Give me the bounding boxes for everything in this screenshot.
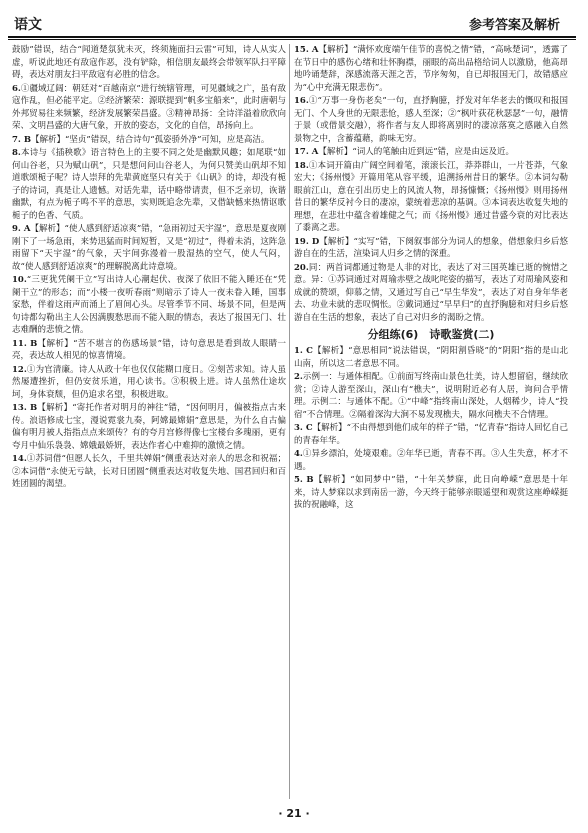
answer-number: 19. D — [294, 236, 320, 247]
answer-item — [12, 364, 286, 402]
column-divider — [289, 44, 290, 799]
answer-item — [294, 371, 568, 421]
answer-item — [12, 44, 286, 82]
answer-item — [294, 262, 568, 325]
answer-number: 15. A — [294, 45, 319, 55]
answer-text: 【解析】“词人的笔触由近到远”错，应是由远及近。 — [318, 147, 515, 157]
answer-item — [294, 345, 568, 370]
header-rule-thin — [8, 39, 576, 40]
answer-text: 【解析】“意思相同”说法错误，“阴阳割昏晓”的“阴阳”指的是山北山南，所以这二者意思不同。 — [294, 346, 568, 369]
answer-item — [12, 274, 286, 337]
right-column — [294, 44, 568, 804]
answer-text: 【解析】“寄托作者对明月的神往”错，“因何明月，偏被指点古来传。浪语修成七宝，漫说霓裳九奏，阿嫦最嫦娟”意思是，为什么自古偏偏有明月被人指指点点来颂传？有的夸月宫修得像七宝楼台多瑰丽，更有夸月中仙乐袅袅、嫦娥最娇妍，表达作者心中难抑的激愤之情。 — [12, 403, 286, 451]
answer-item — [12, 83, 286, 133]
answer-text: 【解析】“坚贞”错误，结合诗句“孤姿骄外净”可知，应是高洁。 — [31, 134, 270, 145]
answer-text: ①为官清廉。诗人从政十年也仅仅能糊口度日。②刻苦求知。诗人虽然屡遭挫折，但仍安贫乐道，用心读书。③积极上进。诗人虽然仕途坎坷，身体衰颓，但仍追求名望，积极进取。 — [12, 364, 286, 400]
answer-text: ①苏词借“但愿人长久，千里共婵娟”侧重表达对亲人的思念和祝福；②本词借“永使无亏缺，长对日团圆”侧重表达对收复失地、国君回归和百姓团圆的渴望。 — [12, 454, 286, 489]
left-column — [12, 44, 286, 804]
answer-number: 12. — [12, 364, 27, 375]
answer-item — [294, 146, 568, 159]
answer-text: ①疆域辽阔：朝廷对“百越南京”进行统辖管理，可见疆域之广，虽有敌寇作乱，但必能平定。②经济繁荣：源联提到“帆多宝船来”，此时唐朝与外邦贸易往来频繁，经济发展繁荣昌盛。③精神昂扬：全诗洋溢着欣欣向荣、文明昌盛的大唐气象，开放的姿态，文化的自信，昂扬向上。 — [12, 83, 286, 131]
answer-item — [294, 95, 568, 145]
answer-text: ①异乡漂泊，处境艰难。②年华已逝，青春不再。③人生失意，杯才不遇。 — [294, 449, 568, 472]
answer-number: 18. — [294, 160, 309, 171]
section-title: 分组练(6) 诗歌鉴赏(二) — [367, 328, 495, 341]
answer-item — [12, 338, 286, 363]
answer-text: ①本词开篇由广阔空间着笔，滚滚长江，莽莽群山，一片苍莽，气象宏大；《扬州慢》开篇用笔从容平缓，追溯扬州昔日的繁华。②本词勾勒眼前江山，意在引出历史上的风流人物，昂扬慷慨；《扬州慢》则用扬州昔日的繁华反衬今日的凄凉，蒙统着悲凉的基调。③本词表达收复失地的理想，在悲壮中蕴含着雄健之气；而《扬州慢》通过昔盛今衰的对比表达了黍离之悲。 — [294, 160, 568, 233]
answer-item — [12, 223, 286, 273]
answer-text: “三更犹凭阑干立”写出诗人心潮起伏、夜深了依旧不能入睡还在“凭阑干立”的形态；而“小楼一夜听春雨”则暗示了诗人一夜未眷入睡，国事家愁，伴着这雨声而涌上了眉间心头。尽管季节不同、场景不同，但是两句诗都勾勒出主人公因满腹愁思而不能入眠的情态，表达了报国无门、壮志难酬的悲愤之情。 — [12, 275, 286, 335]
answer-item — [294, 44, 568, 94]
answer-number: 10. — [12, 275, 27, 285]
subject-label: 语文 — [14, 17, 42, 33]
answer-item — [12, 134, 286, 147]
answer-number: 17. A — [294, 147, 319, 157]
answer-item — [294, 422, 568, 447]
answer-text: 本诗与《插秧歌》语言特色上的主要不同之处是幽默风趣；如尾联“如何山谷老，只为赋山矾”，只是想问问山谷老人，为何只赞美山矾却不知道歌颂栀子呢？诗人崇拜的先辈黄庭坚只有关于《山矾》的诗，却没有栀子的诗词，真是让人遗憾。对话先辈，话中略带请责，但不乏亲切，诙谐幽默，有点为栀子鸣不平的意思，实则既追念先辈，又借缺憾来热情讴歌栀子的色香、气质。 — [12, 148, 286, 221]
answer-number: 9. A — [12, 224, 31, 234]
answer-number: 4. — [294, 449, 303, 459]
answer-number: 11. B — [12, 338, 38, 349]
answer-text: 同：两首词都通过物是人非的对比，表达了对三国英雄已逝的惋惜之意。异：①苏词通过对周瑜赤壁之战叱咤姿的描写，表达了对周瑜风姿和成就的赞颂，仰慕之情，又通过写自己“早生华发”，表达了对自身年华老去、功业未就的悲叹惆怅。②戴词通过“早早归”的直抒胸臆和对归乡后悠游自在生活的想象，表达了自己对归乡的渴盼之情。 — [294, 262, 568, 323]
answer-text: 【解析】“实写”错，下阕叙事部分为词人的想象，借想象归乡后悠游自在的生活，渲染词人归乡之情的深重。 — [294, 236, 568, 259]
answer-text: 【解析】“如同梦中”错，“十年关梦寐，此日向峥嵘”意思是十年来，诗人梦寐以求到南岳一游，今天终于能够亲眼遥望和观赏这座峥嵘挺拔的祝融峰，这 — [294, 475, 568, 510]
answer-text: 【解析】“苦不堪言的伤感场景”错，诗句意思是看到故人眼睛一亮，表达故人相见的惊喜情境。 — [12, 338, 286, 361]
header-rule — [8, 36, 576, 38]
answer-text: 示例一：与通体相配。①前面写终南山景色壮美，诗人想留宿，继续欣赏；②诗人游至深山，深山有“樵夫”，说明附近必有人居，询问合乎情理。示例二：与通体不配。①“中峰”指终南山深处，人烟稀少，诗人“投宿”不合情理。②隔着深沟大涧不易发现樵夫，隔水问樵夫不合情理。 — [294, 372, 568, 420]
answer-number: 5. B — [294, 475, 314, 485]
answer-item — [12, 453, 286, 491]
answer-item — [294, 448, 568, 473]
answer-number: 2. — [294, 372, 303, 382]
answer-item — [294, 474, 568, 512]
answer-number: 14. — [12, 454, 27, 464]
answer-text: ①“万事一身伤老矣”一句，直抒胸臆，抒发对年华老去的慨叹和报国无门、个人身世的无限悲怆，感人至深；②“枫叶荻花秋瑟瑟”一句，融情于景（或借景交融），将作者与友人即将离别时的凄凉落寞之感融入自然景物之中，含蓄蕴藉，韵味无穷。 — [294, 96, 568, 144]
answer-number: 16. — [294, 96, 309, 106]
answer-item — [12, 147, 286, 222]
answer-text: 【解析】“满怀欢度端午佳节的喜悦之情”错，“高咏楚词”，透露了在节日中的感伤心绪和壮怀胸襟，丽眼的高出品格给词人以激励，他高昂地吟诵楚辞，深感流落天涯之苦，节序匆匆，自已却报国无门，故错感应为“心中充满无限悲伤”。 — [294, 45, 568, 93]
answer-number: 6. — [12, 83, 21, 94]
page-header — [0, 0, 588, 40]
answer-number: 20. — [294, 262, 309, 273]
answer-number: 7. B — [12, 134, 32, 145]
answer-item — [12, 402, 286, 452]
answer-text: 鼓励”错误，结合“闻道楚氛犹未灭，终须施面扫云雷”可知，诗人从实人虚，听说此地还有敌寇作恶，没有铲除，相信朋友最终会带领军队扫平障碍，表达对朋友扫平敌寇有必胜的信念。 — [12, 45, 286, 80]
page-number: · 21 · — [278, 807, 310, 820]
answer-number: 13. B — [12, 403, 38, 413]
answer-text: 【解析】“不由得想到他们成年的样子”错，“忆青春”指诗人回忆自己的青春年华。 — [294, 423, 568, 446]
header-title: 参考答案及解析 — [468, 18, 560, 33]
answer-number: 8. — [12, 148, 21, 158]
answer-number: 3. C — [294, 423, 313, 433]
answer-item — [294, 236, 568, 261]
answer-text: 【解析】“使人感到舒适凉爽”错，“急雨初过天宇湿”，意思是夏夜刚刚下了一场急雨，来势迅猛而时间短暂，又是“初过”，得着未消，这阵急雨留下“天宇湿”的气象，天宇间弥漫着一股湿热的空气，使人气闷，故“使人感到舒适凉爽”的理解脱离此诗意境。 — [12, 224, 286, 272]
answer-item — [294, 160, 568, 235]
answer-number: 1. C — [294, 346, 313, 356]
